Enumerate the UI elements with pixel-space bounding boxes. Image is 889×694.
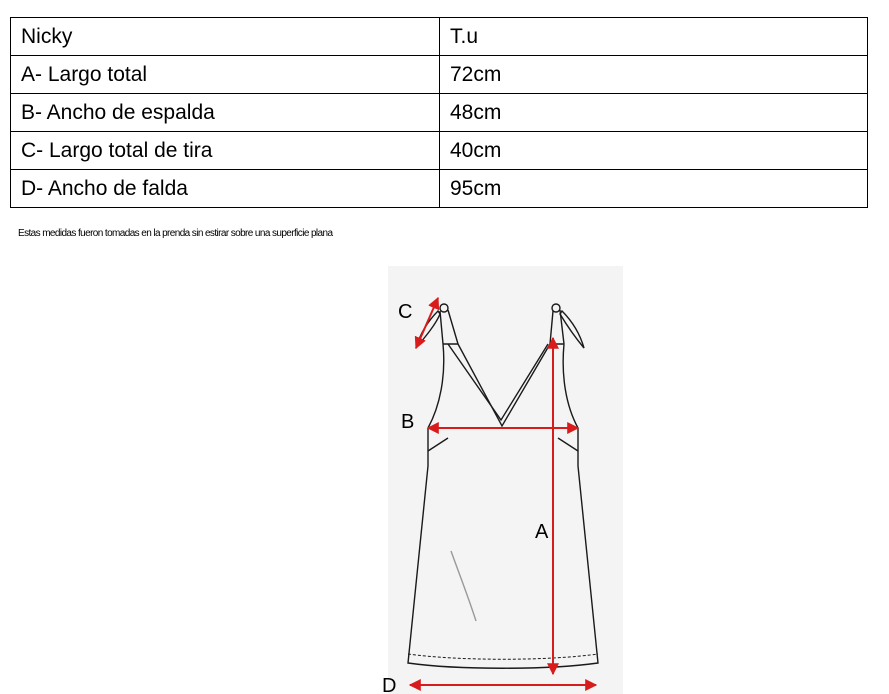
table-row <box>11 94 868 132</box>
measure-value: 72cm <box>440 56 868 94</box>
measure-label: D- Ancho de falda <box>11 170 440 208</box>
table-header-label: Nicky <box>11 18 440 56</box>
table-row <box>11 56 868 94</box>
table-row <box>11 132 868 170</box>
label-b: B <box>401 411 415 433</box>
dress-diagram <box>382 266 628 694</box>
size-table <box>10 17 868 208</box>
label-c: C <box>398 301 413 323</box>
measure-value: 40cm <box>440 132 868 170</box>
measure-value: 48cm <box>440 94 868 132</box>
label-a: A <box>535 521 549 543</box>
table-row <box>11 170 868 208</box>
measurement-note: Estas medidas fueron tomadas en la prenda sin estirar sobre una superficie plana <box>18 228 333 239</box>
measure-label: A- Largo total <box>11 56 440 94</box>
table-header-row <box>11 18 868 56</box>
measure-value: 95cm <box>440 170 868 208</box>
measure-label: B- Ancho de espalda <box>11 94 440 132</box>
label-d: D <box>382 675 397 694</box>
measure-label: C- Largo total de tira <box>11 132 440 170</box>
table-header-value: T.u <box>440 18 868 56</box>
